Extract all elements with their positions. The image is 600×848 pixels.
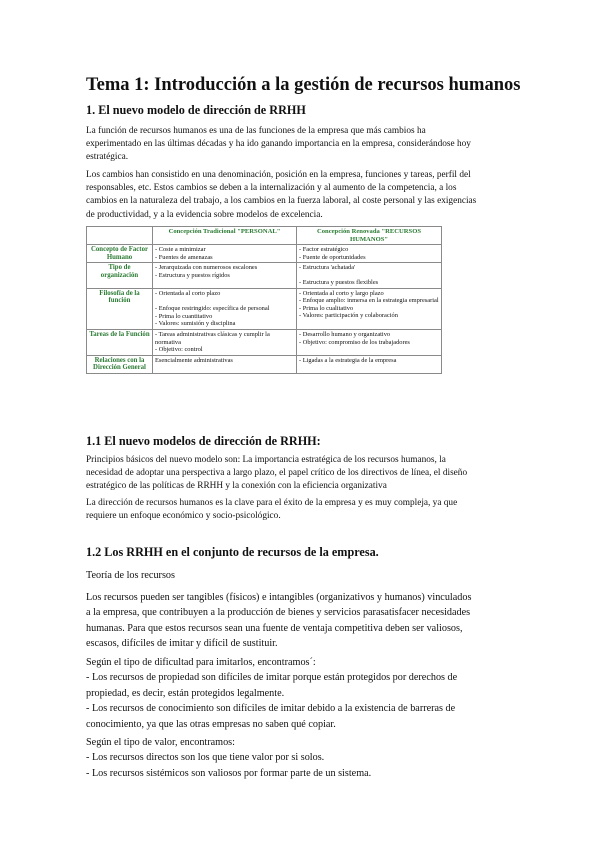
table-cell	[153, 355, 297, 373]
section-1-2-paragraph-1	[86, 590, 518, 652]
cell-item: - Tareas administrativas clásicas y cumplir la normativa	[155, 330, 270, 346]
table-row	[87, 288, 442, 329]
section-1-heading: 1. El nuevo modelo de dirección de RRHH	[86, 103, 306, 117]
cell-item: - Valores: sumisión y disciplina	[155, 320, 236, 328]
cell-item: - Factor estratégico	[299, 246, 349, 254]
text-line: propiedad, es decir, están protegidos legalmente.	[86, 687, 285, 699]
page-title: Tema 1: Introducción a la gestión de recursos humanos	[86, 75, 521, 95]
cell-item: - Prima lo cualitativo	[299, 304, 354, 312]
cell-item: - Orientada al corto y largo plazo	[299, 289, 384, 297]
text-line: requiere un enfoque económico y socio-psicológico.	[86, 511, 281, 522]
cell-item: - Objetivo: control	[155, 346, 203, 354]
text-line: estratégica.	[86, 152, 129, 163]
column-header-renewed: Concepción Renovada "RECURSOS HUMANOS"	[297, 227, 442, 245]
section-1-2-paragraph-3	[86, 735, 518, 781]
cell-item: - Desarrollo humano y organizativo	[299, 330, 391, 338]
row-label: Concepto de Factor Humano	[87, 245, 153, 263]
cell-item: - Coste a minimizar	[155, 246, 206, 254]
cell-item: - Fuentes de amenazas	[155, 253, 213, 261]
row-label: Tipo de organización	[87, 263, 153, 288]
text-line: escasos, difíciles de imitar y difícil de sustituir.	[86, 638, 278, 650]
table-cell	[297, 263, 442, 288]
row-label: Filosofía de la función	[87, 288, 153, 329]
cell-item: - Valores: participación y colaboración	[299, 312, 398, 320]
cell-item: - Estructura 'achatada'	[299, 264, 356, 272]
cell-item: - Estructura y puestos rígidos	[155, 271, 230, 279]
text-line: - Los recursos directos son los que tiene valor por si solos.	[86, 752, 325, 764]
text-line: responsables, etc. Estos cambios se deben a la internalización y al aumento de la competencia, a los	[86, 183, 457, 194]
text-line: - Los recursos de conocimiento son difíciles de imitar debido a la existencia de barreras de	[86, 703, 456, 715]
cell-item: - Fuente de oportunidades	[299, 253, 366, 261]
table-row	[87, 329, 442, 355]
text-line: de productividad, y a la evidencia sobre modelos de excelencia.	[86, 209, 323, 220]
text-line: cambios en la naturaleza del trabajo, a los cambios en la fuerza laboral, al coste personal y las exigencias	[86, 196, 477, 207]
text-line: Los cambios han consistido en una denominación, posición en la empresa, funciones y tareas, perfil del	[86, 170, 471, 180]
section-1-2-heading: 1.2 Los RRHH en el conjunto de recursos de la empresa.	[86, 545, 379, 559]
cell-item: - Objetivo: compromiso de los trabajadores	[299, 338, 410, 346]
text-line: - Los recursos de propiedad son difíciles de imitar porque están protegidos por derechos de	[86, 672, 458, 684]
cell-item: - Estructura y puestos flexibles	[299, 278, 379, 286]
cell-item: - Ligadas a la estrategia de la empresa	[299, 356, 397, 364]
section-1-paragraph-2	[86, 169, 518, 222]
section-1-paragraph-1	[86, 125, 518, 165]
row-label: Relaciones con la Dirección General	[87, 355, 153, 373]
text-line: humanas. Para que estos recursos sean una fuente de ventaja competitiva deben ser valiosos,	[86, 622, 463, 634]
section-1-2-subheading: Teoría de los recursos	[86, 570, 175, 581]
table-cell	[153, 288, 297, 329]
comparison-table	[86, 226, 442, 374]
text-line: Principios básicos del nuevo modelo son: La importancia estratégica de los recursos humanos, la	[86, 455, 446, 465]
table-cell	[297, 355, 442, 373]
table-row	[87, 245, 442, 263]
cell-item: - Jerarquizada con numerosos escalones	[155, 264, 258, 272]
table-cell	[297, 329, 442, 355]
column-header-traditional: Concepción Tradicional "PERSONAL"	[153, 227, 297, 245]
table-corner-cell	[87, 227, 153, 245]
table-cell	[297, 245, 442, 263]
table-row	[87, 263, 442, 288]
text-line: a la empresa, que contribuyen a la producción de bienes y servicios parasatisfacer necesidades	[86, 607, 471, 619]
table-cell	[153, 329, 297, 355]
section-1-1-paragraph-2	[86, 497, 518, 523]
table-header-row	[87, 227, 442, 245]
cell-item: - Prima lo cuantitativo	[155, 312, 213, 320]
table-cell	[297, 288, 442, 329]
text-line: estratégico de las políticas de RRHH y la conexión con la eficiencia organizativa	[86, 481, 387, 492]
text-line: necesidad de adoptar una perspectiva a largo plazo, el papel crítico de los directivos de línea, el diseño	[86, 468, 468, 479]
table-cell	[153, 245, 297, 263]
cell-item: - Enfoque amplio: inmersa en la estrategia empresarial	[299, 297, 439, 305]
text-line: La función de recursos humanos es una de las funciones de la empresa que más cambios ha	[86, 126, 426, 136]
text-line: experimentado en las últimas décadas y ha ido ganando importancia en la empresa, considerándose hoy	[86, 139, 471, 150]
comparison-table-wrapper	[86, 226, 441, 411]
text-line: - Los recursos sistémicos son valiosos por formar parte de un sistema.	[86, 767, 372, 779]
section-1-2-paragraph-2	[86, 655, 518, 732]
table-row	[87, 355, 442, 373]
text-line: Según el tipo de dificultad para imitarlos, encontramos´:	[86, 657, 316, 668]
cell-item: Esencialmente administrativas	[155, 356, 233, 364]
row-label: Tareas de la Función	[87, 329, 153, 355]
section-1-1-heading: 1.1 El nuevo modelos de dirección de RRHH:	[86, 434, 321, 448]
text-line: La dirección de recursos humanos es la clave para el éxito de la empresa y es muy compleja, ya que	[86, 498, 458, 508]
section-1-1-paragraph-1	[86, 454, 518, 494]
cell-item: - Enfoque restringido: específica de personal	[155, 305, 270, 313]
text-line: conocimiento, ya que las otras empresas no saben qué copiar.	[86, 718, 336, 730]
cell-item: - Orientada al corto plazo	[155, 289, 221, 297]
table-cell	[153, 263, 297, 288]
text-line: Los recursos pueden ser tangibles (físicos) e intangibles (organizativos y humanos) vinculados	[86, 592, 472, 603]
text-line: Según el tipo de valor, encontramos:	[86, 737, 235, 748]
